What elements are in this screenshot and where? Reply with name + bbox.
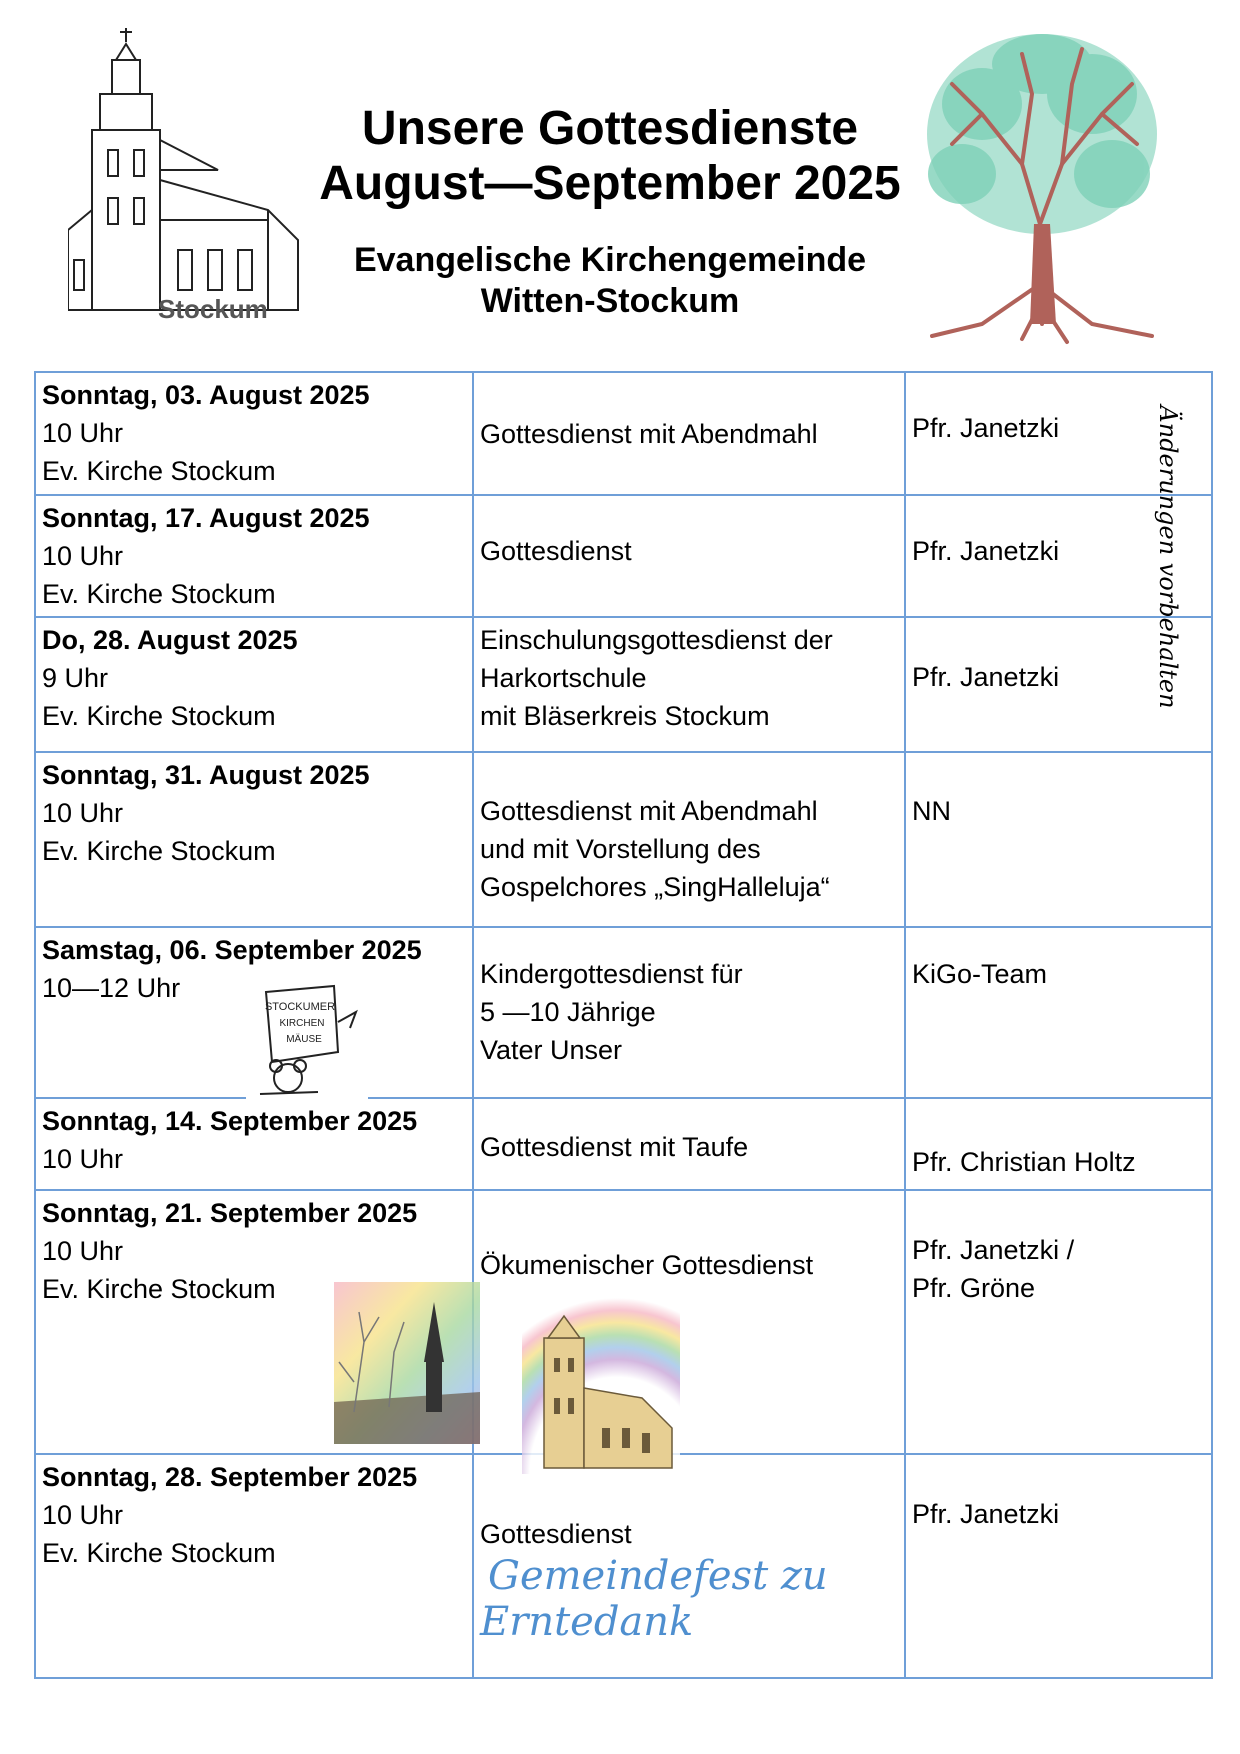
page-title: Unsere Gottesdienste bbox=[361, 102, 859, 155]
pastor-name: Pfr. Janetzki bbox=[912, 536, 1060, 566]
service-cell bbox=[473, 372, 905, 495]
service-description: Gottesdienst bbox=[480, 536, 632, 566]
table-row bbox=[35, 1098, 1212, 1190]
service-description: 5 —10 Jährige bbox=[480, 997, 656, 1027]
pastor-cell bbox=[905, 1098, 1212, 1190]
service-place: Ev. Kirche Stockum bbox=[42, 456, 276, 486]
pastor-cell bbox=[905, 372, 1212, 495]
service-schedule-table bbox=[34, 371, 1213, 1679]
table-row bbox=[35, 1454, 1212, 1678]
service-description: Gottesdienst mit Taufe bbox=[480, 1132, 749, 1162]
service-time: 10 Uhr bbox=[42, 1144, 124, 1174]
service-time: 9 Uhr bbox=[42, 663, 109, 693]
service-time: 10 Uhr bbox=[42, 1236, 124, 1266]
page-title-date-range: August—September 2025 bbox=[319, 157, 901, 210]
pastor-name: Pfr. Janetzki bbox=[912, 1499, 1060, 1529]
changes-reserved-note: Änderungen vorbehalten bbox=[1154, 405, 1182, 709]
pastor-cell bbox=[905, 495, 1212, 617]
date-cell bbox=[35, 495, 473, 617]
service-date: Sonntag, 14. September 2025 bbox=[42, 1106, 418, 1136]
service-description: Gottesdienst mit Abendmahl bbox=[480, 796, 818, 826]
service-place: Ev. Kirche Stockum bbox=[42, 701, 276, 731]
service-description: mit Bläserkreis Stockum bbox=[480, 701, 770, 731]
table-row bbox=[35, 752, 1212, 927]
pastor-cell bbox=[905, 617, 1212, 752]
service-description: Harkortschule bbox=[480, 663, 647, 693]
harvest-festival-highlight: Erntedank bbox=[480, 1599, 694, 1645]
table-row bbox=[35, 617, 1212, 752]
service-cell bbox=[473, 752, 905, 927]
harvest-festival-highlight: Gemeindefest zu bbox=[488, 1553, 828, 1599]
service-date: Sonntag, 03. August 2025 bbox=[42, 380, 370, 410]
pastor-name: Pfr. Gröne bbox=[912, 1273, 1036, 1303]
service-place: Ev. Kirche Stockum bbox=[42, 1274, 276, 1304]
tree-illustration bbox=[922, 24, 1162, 346]
pastor-cell bbox=[905, 752, 1212, 927]
service-time: 10 Uhr bbox=[42, 418, 124, 448]
service-date: Sonntag, 28. September 2025 bbox=[42, 1462, 418, 1492]
service-time: 10—12 Uhr bbox=[42, 973, 181, 1003]
pastor-cell bbox=[905, 927, 1212, 1098]
pastor-name: Pfr. Christian Holtz bbox=[912, 1147, 1136, 1177]
rainbow-church-painting bbox=[522, 1298, 680, 1474]
service-place: Ev. Kirche Stockum bbox=[42, 579, 276, 609]
service-cell bbox=[473, 1098, 905, 1190]
service-description: Gospelchores „SingHalleluja“ bbox=[480, 872, 830, 902]
service-description: Kindergottesdienst für bbox=[480, 959, 743, 989]
date-cell bbox=[35, 372, 473, 495]
logo-text: Stockum bbox=[158, 294, 268, 324]
pastor-name: Pfr. Janetzki / bbox=[912, 1235, 1075, 1265]
pastor-name: Pfr. Janetzki bbox=[912, 662, 1060, 692]
pastor-name: KiGo-Team bbox=[912, 959, 1048, 989]
service-date: Samstag, 06. September 2025 bbox=[42, 935, 422, 965]
service-time: 10 Uhr bbox=[42, 1500, 124, 1530]
table-row bbox=[35, 372, 1212, 495]
pastor-name: NN bbox=[912, 796, 951, 826]
service-date: Sonntag, 17. August 2025 bbox=[42, 503, 370, 533]
service-time: 10 Uhr bbox=[42, 798, 124, 828]
pastor-cell bbox=[905, 1190, 1212, 1454]
service-description: Gottesdienst mit Abendmahl bbox=[480, 418, 818, 449]
date-cell bbox=[35, 1454, 473, 1678]
service-description: Ökumenischer Gottesdienst bbox=[480, 1250, 814, 1280]
church-mice-illustration bbox=[246, 982, 368, 1104]
service-date: Sonntag, 21. September 2025 bbox=[42, 1198, 418, 1228]
service-place: Ev. Kirche Stockum bbox=[42, 836, 276, 866]
pastor-cell bbox=[905, 1454, 1212, 1678]
service-cell bbox=[473, 1454, 905, 1678]
service-description: Vater Unser bbox=[480, 1035, 623, 1065]
service-description: und mit Vorstellung des bbox=[480, 834, 761, 864]
congregation-location: Witten-Stockum bbox=[480, 282, 740, 320]
service-cell bbox=[473, 927, 905, 1098]
service-cell bbox=[473, 617, 905, 752]
pastor-name: Pfr. Janetzki bbox=[912, 413, 1060, 443]
date-cell bbox=[35, 1098, 473, 1190]
date-cell bbox=[35, 752, 473, 927]
table-row bbox=[35, 495, 1212, 617]
date-cell bbox=[35, 617, 473, 752]
rainbow-church-painting bbox=[334, 1282, 480, 1444]
service-date: Sonntag, 31. August 2025 bbox=[42, 760, 370, 790]
header bbox=[0, 0, 1240, 360]
congregation-name: Evangelische Kirchengemeinde bbox=[353, 241, 867, 279]
table-row bbox=[35, 927, 1212, 1098]
service-time: 10 Uhr bbox=[42, 541, 124, 571]
service-description: Gottesdienst bbox=[480, 1519, 632, 1549]
service-date: Do, 28. August 2025 bbox=[42, 625, 298, 655]
mouse-sign-text: KIRCHEN bbox=[279, 1018, 325, 1029]
service-cell bbox=[473, 495, 905, 617]
service-description: Einschulungsgottesdienst der bbox=[480, 625, 833, 655]
mouse-sign-text: MÄUSE bbox=[286, 1034, 322, 1045]
mouse-sign-text: STOCKUMER bbox=[264, 1001, 336, 1013]
service-place: Ev. Kirche Stockum bbox=[42, 1538, 276, 1568]
